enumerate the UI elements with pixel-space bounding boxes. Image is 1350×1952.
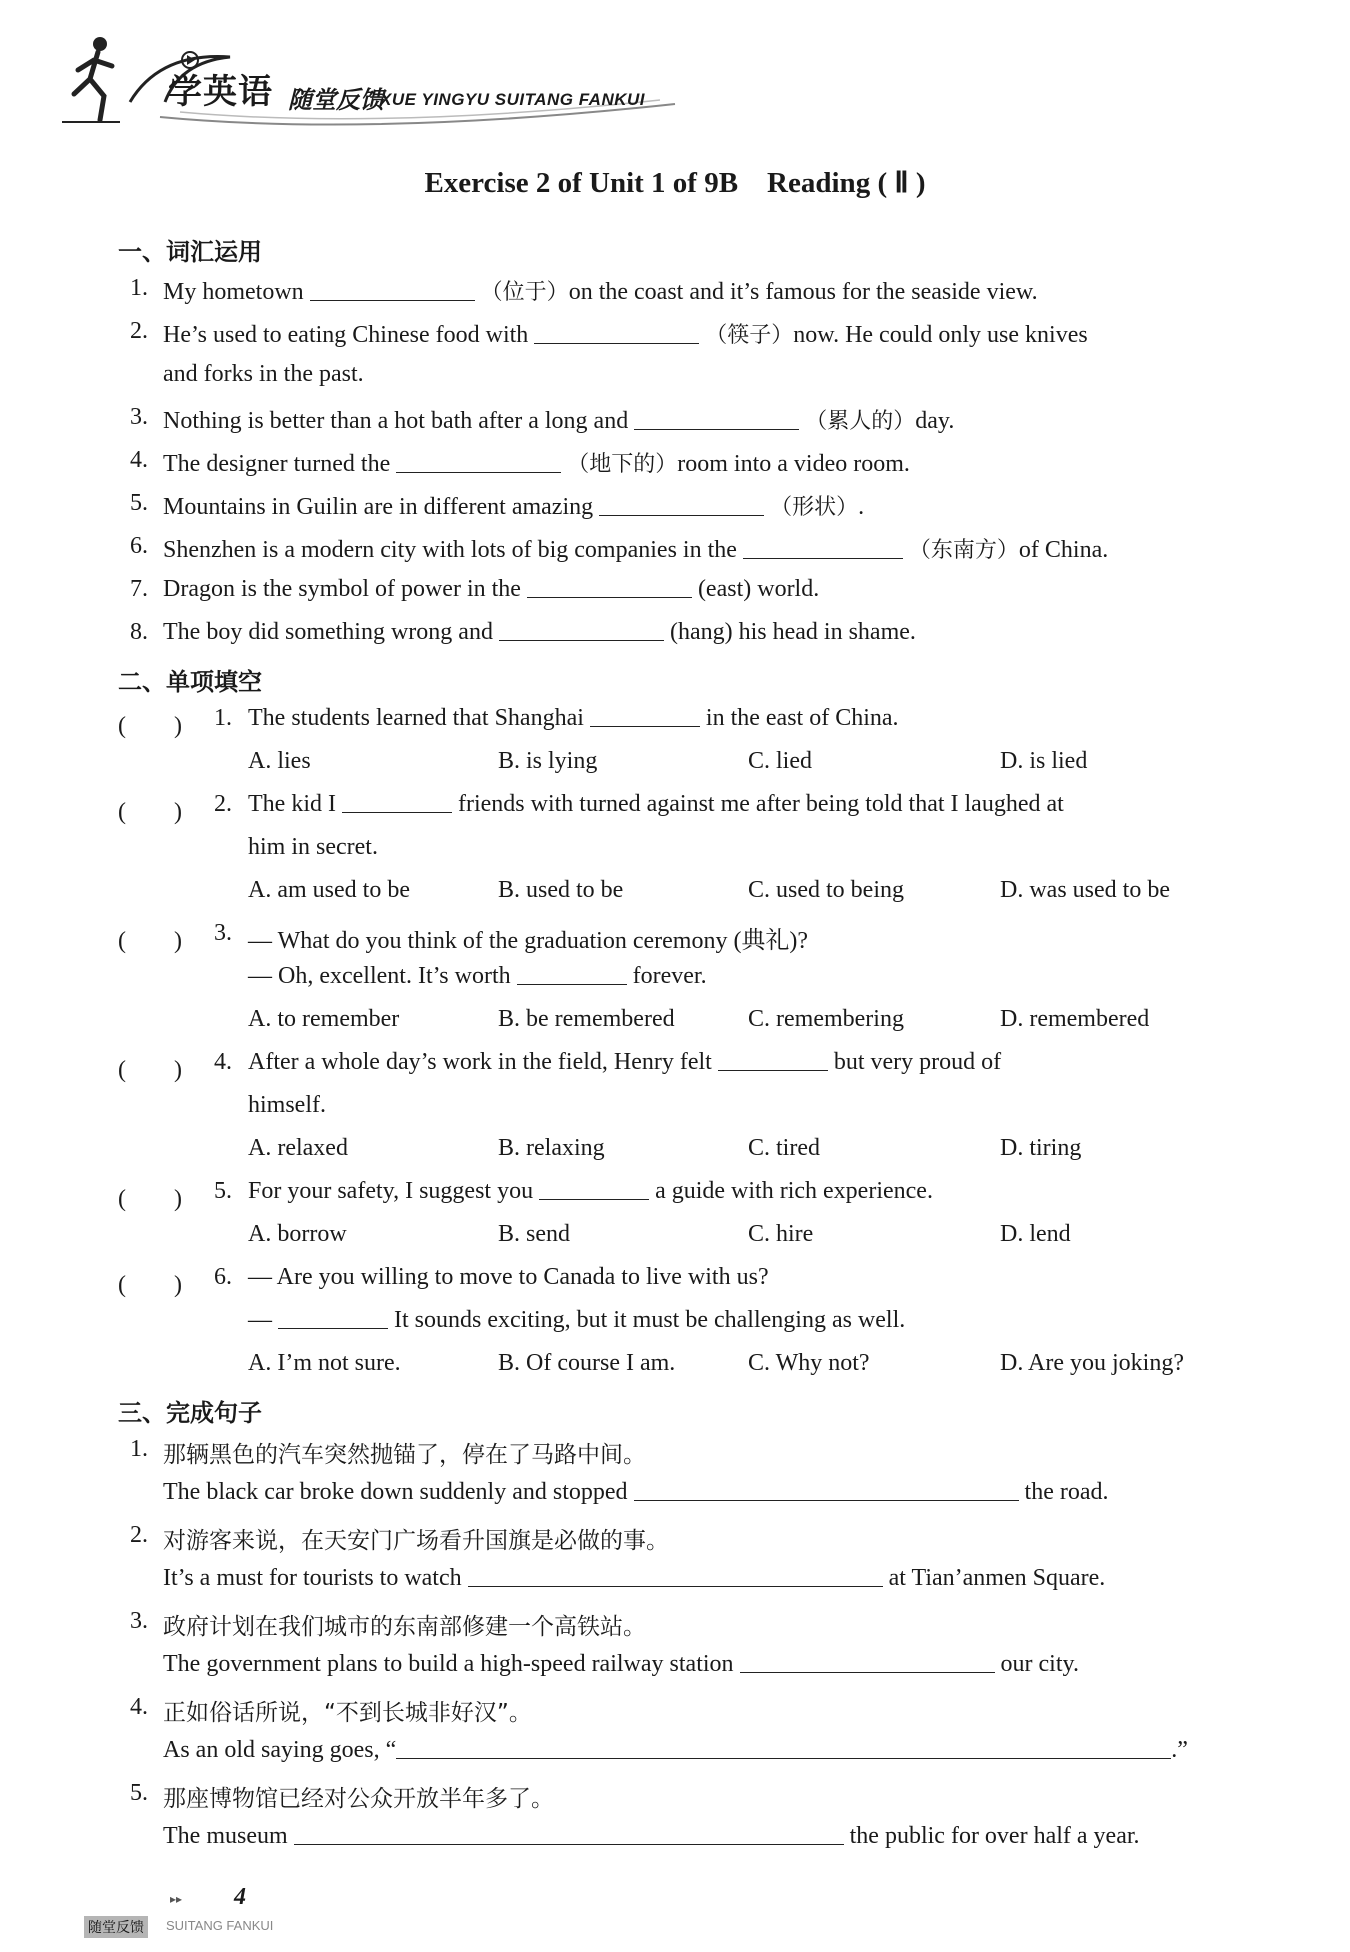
- option-c[interactable]: C. Why not?: [748, 1350, 870, 1376]
- s3-q5-line: The museum the public for over half a year.: [163, 1823, 1140, 1849]
- s1-q7-num: 7.: [130, 576, 148, 602]
- option-a[interactable]: A. to remember: [248, 1006, 400, 1032]
- footer-arrows-icon: ▸▸: [170, 1892, 183, 1906]
- answer-blank[interactable]: [468, 1565, 883, 1587]
- footer-badge-en: SUITANG FANKUI: [166, 1918, 274, 1933]
- answer-blank[interactable]: [310, 279, 475, 301]
- s3-q4-zh: 正如俗话所说，“不到长城非好汉”。: [163, 1700, 532, 1726]
- s1-q4-line: The designer turned the （地下的）room into a video room.: [163, 451, 910, 477]
- s1-q6-num: 6.: [130, 533, 148, 559]
- answer-blank[interactable]: [278, 1307, 388, 1329]
- s2-q4-cont: himself.: [248, 1092, 326, 1118]
- option-a[interactable]: A. borrow: [248, 1221, 347, 1247]
- answer-blank[interactable]: [743, 537, 903, 559]
- s3-q1-zh: 那辆黑色的汽车突然抛锚了，停在了马路中间。: [163, 1442, 646, 1468]
- runner-logo-icon: [60, 34, 130, 124]
- option-a[interactable]: A. relaxed: [248, 1135, 348, 1161]
- s2-q6-num: 6.: [214, 1264, 232, 1290]
- option-a[interactable]: A. lies: [248, 748, 311, 774]
- section1-heading: 一、词汇运用: [118, 238, 262, 266]
- option-c[interactable]: C. tired: [748, 1135, 820, 1161]
- s3-q4-line: As an old saying goes, “ .”: [163, 1737, 1188, 1763]
- header-title-zh: 学英语: [168, 72, 273, 112]
- page-header: [50, 22, 670, 132]
- option-d[interactable]: D. remembered: [1000, 1006, 1150, 1032]
- answer-blank[interactable]: [599, 494, 764, 516]
- answer-paren[interactable]: ( ): [118, 928, 182, 954]
- page-number: 4: [234, 1884, 246, 1910]
- answer-paren[interactable]: ( ): [118, 713, 182, 739]
- answer-blank[interactable]: [396, 1737, 1171, 1759]
- s2-q3-num: 3.: [214, 920, 232, 946]
- answer-paren[interactable]: ( ): [118, 1186, 182, 1212]
- answer-blank[interactable]: [634, 408, 799, 430]
- answer-paren[interactable]: ( ): [118, 1057, 182, 1083]
- answer-blank[interactable]: [342, 791, 452, 813]
- s1-q2-line: He’s used to eating Chinese food with （筷子）now. He could only use knives: [163, 322, 1088, 348]
- s3-q3-zh: 政府计划在我们城市的东南部修建一个高铁站。: [163, 1614, 646, 1640]
- option-b[interactable]: B. send: [498, 1221, 570, 1247]
- s3-q2-num: 2.: [130, 1522, 148, 1548]
- option-a[interactable]: A. am used to be: [248, 877, 410, 903]
- section3-heading: 三、完成句子: [118, 1399, 262, 1427]
- s3-q5-num: 5.: [130, 1780, 148, 1806]
- s2-q6-line2: — It sounds exciting, but it must be challenging as well.: [248, 1307, 906, 1333]
- s1-q8-num: 8.: [130, 619, 148, 645]
- s2-q3-line2: — Oh, excellent. It’s worth forever.: [248, 963, 707, 989]
- answer-paren[interactable]: ( ): [118, 799, 182, 825]
- s2-q4-num: 4.: [214, 1049, 232, 1075]
- s1-q5-num: 5.: [130, 490, 148, 516]
- s1-q3-num: 3.: [130, 404, 148, 430]
- option-d[interactable]: D. tiring: [1000, 1135, 1082, 1161]
- s2-q2-num: 2.: [214, 791, 232, 817]
- s1-q4-num: 4.: [130, 447, 148, 473]
- s3-q1-line: The black car broke down suddenly and stopped the road.: [163, 1479, 1109, 1505]
- s2-q1-num: 1.: [214, 705, 232, 731]
- s2-q5-num: 5.: [214, 1178, 232, 1204]
- s1-q1-num: 1.: [130, 275, 148, 301]
- answer-blank[interactable]: [634, 1479, 1019, 1501]
- option-b[interactable]: B. Of course I am.: [498, 1350, 676, 1376]
- s3-q2-zh: 对游客来说，在天安门广场看升国旗是必做的事。: [163, 1528, 669, 1554]
- option-d[interactable]: D. is lied: [1000, 748, 1088, 774]
- answer-blank[interactable]: [539, 1178, 649, 1200]
- option-a[interactable]: A. I’m not sure.: [248, 1350, 401, 1376]
- answer-blank[interactable]: [294, 1823, 844, 1845]
- s3-q4-num: 4.: [130, 1694, 148, 1720]
- s1-q2-num: 2.: [130, 318, 148, 344]
- answer-blank[interactable]: [396, 451, 561, 473]
- answer-blank[interactable]: [499, 619, 664, 641]
- s1-q3-line: Nothing is better than a hot bath after a long and （累人的）day.: [163, 408, 955, 434]
- option-c[interactable]: C. hire: [748, 1221, 814, 1247]
- s3-q3-num: 3.: [130, 1608, 148, 1634]
- answer-blank[interactable]: [527, 576, 692, 598]
- option-c[interactable]: C. remembering: [748, 1006, 904, 1032]
- s1-q1-line: My hometown （位于）on the coast and it’s famous for the seaside view.: [163, 279, 1038, 305]
- answer-blank[interactable]: [590, 705, 700, 727]
- s1-q2-cont: and forks in the past.: [163, 361, 364, 387]
- s1-q5-line: Mountains in Guilin are in different amazing （形状）.: [163, 494, 865, 520]
- s1-q6-line: Shenzhen is a modern city with lots of big companies in the （东南方）of China.: [163, 537, 1109, 563]
- exercise-title: Exercise 2 of Unit 1 of 9B Reading ( Ⅱ ): [424, 167, 926, 199]
- option-c[interactable]: C. lied: [748, 748, 812, 774]
- option-b[interactable]: B. used to be: [498, 877, 624, 903]
- s3-q1-num: 1.: [130, 1436, 148, 1462]
- s2-q2-line: The kid I friends with turned against me after being told that I laughed at: [248, 791, 1064, 817]
- s2-q5-line: For your safety, I suggest you a guide with rich experience.: [248, 1178, 933, 1204]
- answer-paren[interactable]: ( ): [118, 1272, 182, 1298]
- s1-q8-line: The boy did something wrong and (hang) his head in shame.: [163, 619, 916, 645]
- option-d[interactable]: D. Are you joking?: [1000, 1350, 1184, 1376]
- option-d[interactable]: D. was used to be: [1000, 877, 1170, 903]
- option-b[interactable]: B. is lying: [498, 748, 598, 774]
- answer-blank[interactable]: [740, 1651, 995, 1673]
- answer-blank[interactable]: [517, 963, 627, 985]
- s3-q3-line: The government plans to build a high-speed railway station our city.: [163, 1651, 1079, 1677]
- answer-blank[interactable]: [718, 1049, 828, 1071]
- option-b[interactable]: B. relaxing: [498, 1135, 605, 1161]
- footer-badge: 随堂反馈: [84, 1916, 148, 1938]
- s2-q1-line: The students learned that Shanghai in the east of China.: [248, 705, 899, 731]
- header-title-en: XUE YINGYU SUITANG FANKUI: [380, 90, 646, 109]
- s2-q3-line: — What do you think of the graduation ceremony (典礼)?: [248, 928, 809, 954]
- s2-q2-cont: him in secret.: [248, 834, 378, 860]
- s3-q5-zh: 那座博物馆已经对公众开放半年多了。: [163, 1786, 554, 1812]
- header-subtitle-zh: 随堂反馈: [288, 86, 384, 114]
- section2-heading: 二、单项填空: [118, 668, 262, 696]
- option-d[interactable]: D. lend: [1000, 1221, 1071, 1247]
- s2-q6-line: — Are you willing to move to Canada to live with us?: [248, 1264, 769, 1290]
- answer-blank[interactable]: [534, 322, 699, 344]
- option-b[interactable]: B. be remembered: [498, 1006, 675, 1032]
- option-c[interactable]: C. used to being: [748, 877, 904, 903]
- s3-q2-line: It’s a must for tourists to watch at Tian’anmen Square.: [163, 1565, 1106, 1591]
- s1-q7-line: Dragon is the symbol of power in the (east) world.: [163, 576, 820, 602]
- s2-q4-line: After a whole day’s work in the field, Henry felt but very proud of: [248, 1049, 1002, 1075]
